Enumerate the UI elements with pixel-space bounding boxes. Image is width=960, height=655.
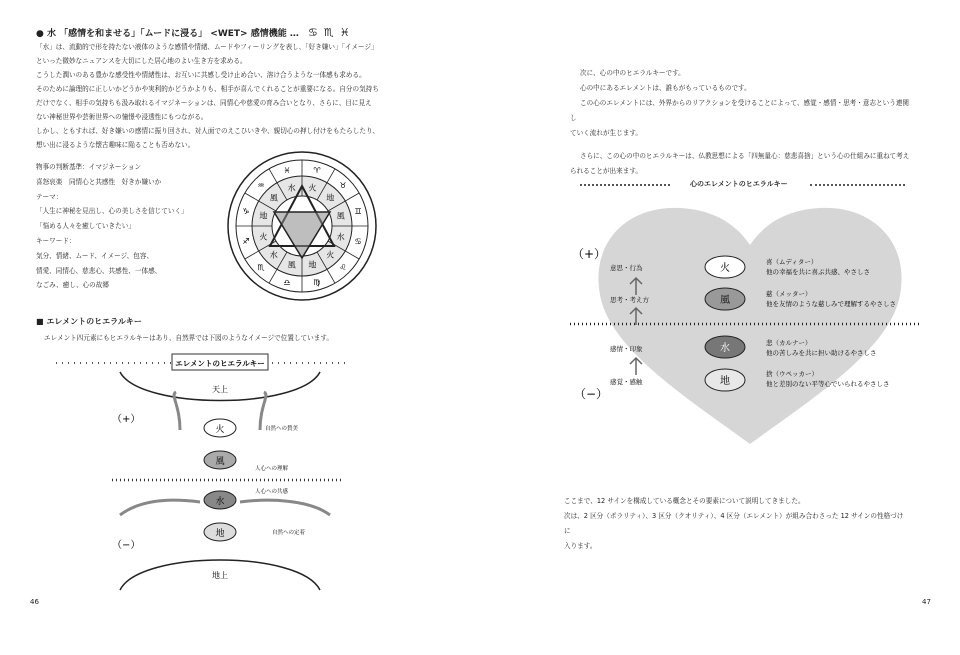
minus-label: （−） [574,387,609,401]
earth-note: 自然への定着 [272,530,306,536]
element-label: 水 [269,250,278,260]
body-line: しかし、ともすれば、好き嫌いの感情に振り回され、対人面でのえこひいきや、親切心の押し付けをもたらしたり、 [36,127,380,135]
section-heading [36,26,356,39]
criteria-line: 物事の判断基準：イマジネーション [36,163,142,171]
body-line: そのために論理的に正しいかどうかや実利的かどうかよりも、相手が喜んでくれることが重要になる。自分の気持ち [36,85,379,93]
air-title: 慈（メッター） [766,290,812,298]
element-label: 水 [336,232,345,242]
criteria-list [36,160,188,293]
zodiac-glyph: ♋ [354,237,362,247]
air-desc: 他を友情のような慈しみで理解するやさしさ [766,300,896,308]
right-line: この心のエレメントには、外界からのリアクションを受けることによって、感覚・感情・思考・意志という連関し [570,99,910,122]
zodiac-glyph: ♑ [242,206,250,216]
element-label: 風 [269,193,278,203]
criteria-line: 気分、情緒、ムード、イメージ、包容、 [36,251,154,260]
earth-el-label: 地 [215,529,225,539]
right-line: 次に、心の中のヒエラルキーです。 [580,69,685,77]
element-label: 風 [336,211,345,221]
earth-label: 地上 [212,571,228,580]
level-1: 意思・行為 [610,264,643,272]
criteria-line: キーワード： [36,236,76,245]
heart-title-dotline-right [810,184,905,186]
element-hierarchy-diagram [50,350,400,600]
criteria-line: なごみ、癒し、心の故郷 [36,281,109,290]
body-line: 「水」は、流動的で形を持たない液体のような感情や情緒、ムードやフィーリングを表し、「好き嫌い」「イメージ」 [36,43,378,51]
zodiac-glyph: ♌ [339,263,347,273]
air-label: 風 [720,295,730,306]
element-label: 水 [287,183,296,193]
air-label: 風 [215,457,225,467]
arrow-up-3 [630,358,642,375]
water-label: 水 [215,497,225,507]
level-4: 感覚・感触 [610,378,643,386]
criteria-line: 「悩める人々を癒していきたい」 [36,222,135,231]
heart-title-dotline-left [580,184,670,186]
zodiac-glyph: ♎ [283,278,291,288]
closing-text [564,494,904,554]
right-line: ていく流れが生じます。 [570,129,643,137]
zodiac-glyph: ♍ [313,278,321,288]
body-line: こうした潤いのある豊かな感受性や情緒性は、お互いに共感し受け止め合い、溶け合うような一体感も求める。 [36,71,366,79]
right-line: られることが出来ます。 [570,167,643,175]
earth-desc: 他と差別のない平等心でいられるやさしさ [766,380,890,388]
zodiac-glyph: ♊ [354,206,362,216]
element-label: 地 [308,260,317,270]
fire-title: 喜（ムディター） [766,258,818,266]
page-number-right: 47 [922,598,931,606]
fire-label: 火 [215,425,225,435]
subsection-title: ■ エレメントのヒエラルキー [36,316,142,327]
earth-title: 捨（ウペッカー） [766,370,818,378]
body-line: といった微妙なニュアンスを大切にした居心地のよい生き方を求める。 [36,57,247,65]
zodiac-glyph: ♒ [257,180,265,190]
body-line: だけでなく、相手の気持ちも汲み取れるイマジネーションは、同情心や慈愛の育み合いとなり、さらに、目に見え [36,99,372,107]
water-label: 水 [720,343,730,354]
element-label: 火 [326,250,335,260]
zodiac-glyph: ♈ [313,165,321,175]
right-line: さらに、この心の中のヒエラルキーは、仏教思想による「四無量心：慈悲喜捨」という心の仕組みに重ねて考え [580,152,910,160]
fire-desc: 他の幸福を共に喜ぶ共感、やさしさ [766,268,870,276]
criteria-line: 喜怒哀楽 同情心と共感性 好きか嫌いか [36,177,162,186]
fire-label: 火 [720,263,730,274]
zodiac-glyph: ♏ [257,263,265,273]
criteria-line: テーマ： [36,192,63,201]
element-label: 風 [287,260,296,270]
heaven-label: 天上 [212,385,228,394]
plus-label: （+） [112,414,141,425]
element-label: 火 [308,183,317,193]
element-label: 地 [259,211,268,221]
right-line: 心の中にあるエレメントは、誰もがもっているものです。 [580,84,751,92]
body-line: ない神秘世界や芸術世界への憧憬や浸透性にもつながる。 [36,113,208,121]
zodiac-glyph: ♐ [242,237,250,247]
water-desc: 他の苦しみを共に担い助けるやさしさ [766,349,877,357]
body-line: 想い出に浸るような懐古趣味に陥ることも否めない。 [36,141,195,149]
body-text [36,40,406,152]
plus-label: （+） [572,247,607,261]
element-label: 火 [259,232,268,242]
diagram-title: エレメントのヒエラルキー [175,359,265,368]
element-label: 地 [326,193,335,203]
subsection-intro: エレメント四元素にもヒエラルキーはあり、自然界では下図のようなイメージで位置しています。 [44,334,334,342]
criteria-line: 「人生に神秘を見出し、心の美しさを信じていく」 [36,207,188,216]
arrow-water-right [240,500,330,515]
air-note: 人心への理解 [255,466,289,472]
water-title: 悲（カルナー） [766,339,812,347]
water-note: 人心への共感 [255,489,289,495]
arrow-water-left [120,500,200,515]
zodiac-glyph: ♓ [283,165,291,175]
heart-diagram [570,200,930,450]
closing-line: 次は、2 区分（ポラリティ）、3 区分（クオリティ）、4 区分（エレメント）が組み合わさった 12 サインの性格づけに [564,512,904,535]
right-body-text [570,66,910,179]
fire-note: 自然への賛美 [265,426,299,432]
minus-label: （−） [112,540,141,551]
criteria-line: 情愛、同情心、慈悲心、共感性、一体感、 [36,266,162,275]
heading-text: ● 水 「感情を和ませる」「ムードに浸る」 <WET> 感情機能 … [36,29,299,39]
heart-shape [598,208,901,444]
level-3: 感情・印象 [610,345,643,353]
earth-label: 地 [720,376,730,387]
closing-line: ここまで、12 サインを構成している概念とその要素について説明してきました。 [564,497,805,505]
level-2: 思考・考え方 [610,296,649,304]
zodiac-symbols: ♋♏♓ [308,26,356,39]
closing-line: 入ります。 [564,542,597,550]
zodiac-glyph: ♉ [339,180,347,190]
page-number-left: 46 [30,598,39,606]
zodiac-wheel [226,150,378,302]
heart-title: 心のエレメントのヒエラルキー [690,180,788,188]
right-page [480,0,960,655]
